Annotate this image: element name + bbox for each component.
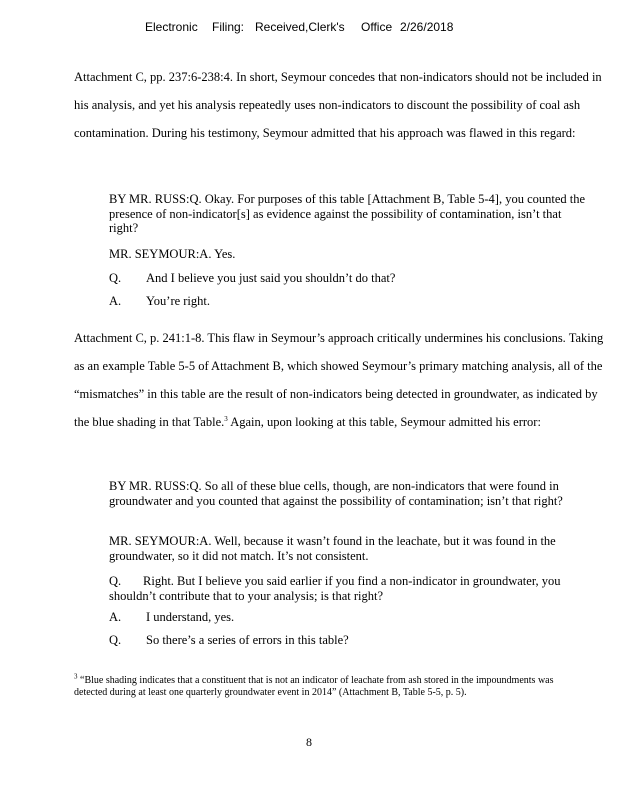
header-filing: Filing: [212, 20, 245, 34]
q-label: Q. [109, 633, 122, 647]
a-text: I understand, yes. [146, 610, 235, 624]
paragraph-2-text-end: Again, upon looking at this table, Seymour admitted his error: [227, 415, 541, 429]
quote2-question-2: Q. Right. But I believe you said earlier if you find a non-indicator in groundwater, you shouldn’t contribute that to your analysis; is that right? [109, 574, 564, 603]
quote1-question-1: BY MR. RUSS:Q. Okay. For purposes of this table [Attachment B, Table 5-4], you counted the presence of non-indicator[s] as evidence against the possibility of contamination, isn’t that right? [109, 192, 586, 235]
header-electronic: Electronic [145, 20, 198, 34]
header-office: Office [361, 20, 393, 34]
a-text: You’re right. [146, 294, 211, 308]
page-number: 8 [306, 735, 312, 749]
footnote [74, 672, 564, 699]
footnote-text: “Blue shading indicates that a constituent that is not an indicator of leachate from ash stored in the impoundments was detected during at least one quarterly groundwater event in 2014” (Attachment B, Table 5-5, p. 5). [74, 675, 554, 698]
a-label: A. [109, 610, 122, 624]
header-received: Received,Clerk's [255, 20, 345, 34]
footnote-mark: 3 [74, 672, 78, 681]
header-date: 2/26/2018 [400, 20, 454, 34]
quote2-answer-1: MR. SEYMOUR:A. Well, because it wasn’t found in the leachate, but it was found in the groundwater, so it did not match. It’s not consistent. [109, 534, 556, 563]
quote1-answer-1: MR. SEYMOUR:A. Yes. [109, 247, 236, 261]
paragraph-2-text: Attachment C, p. 241:1-8. This flaw in Seymour’s approach critically undermines his conclusions. Taking as an example Table 5-5 of Attachment B, which showed Seymour’s primary matching analysis, all of the “mismatches” in this table are the result of non-indicators being detected in groundwater, as indicated by the blue shading in that Table. [74, 331, 604, 429]
footnote-ref: 3 [224, 414, 228, 423]
q-text: And I believe you just said you shouldn’t do that? [146, 271, 396, 285]
paragraph-1: Attachment C, pp. 237:6-238:4. In short, Seymour concedes that non-indicators should not be included in his analysis, and yet his analysis repeatedly uses non-indicators to discount the possibility of coal ash contamination. During his testimony, Seymour admitted that his approach was flawed in this regard: [74, 70, 602, 140]
q-label: Q. [109, 271, 122, 285]
a-label: A. [109, 294, 122, 308]
q-text: So there’s a series of errors in this table? [146, 633, 349, 647]
paragraph-2 [74, 324, 604, 436]
quote2-question-1: BY MR. RUSS:Q. So all of these blue cells, though, are non-indicators that were found in groundwater and you counted that against the possibility of contamination; isn’t that right? [109, 479, 563, 508]
